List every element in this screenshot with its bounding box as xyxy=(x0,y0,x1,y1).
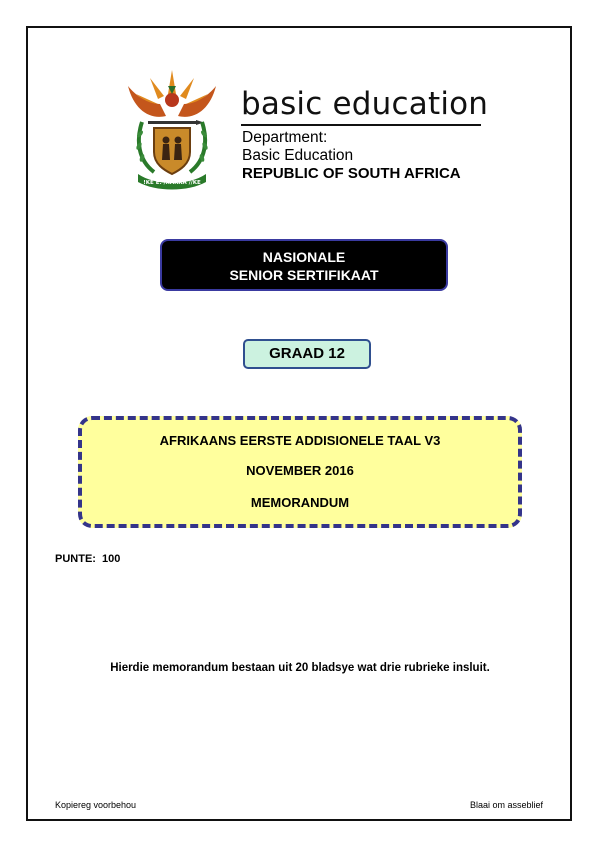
subject-name: AFRIKAANS EERSTE ADDISIONELE TAAL V3 xyxy=(159,433,441,448)
department-line1: Department: xyxy=(242,129,328,146)
country-name: REPUBLIC OF SOUTH AFRICA xyxy=(242,165,461,182)
certificate-title-box xyxy=(160,239,448,291)
brand-rule xyxy=(241,124,481,126)
footer-copyright: Kopiereg voorbehou xyxy=(55,800,137,810)
brand-title: basic education xyxy=(241,86,489,122)
footer-turn-page: Blaai om asseblief xyxy=(469,800,543,810)
certificate-title-line2: SENIOR SERTIFIKAAT xyxy=(229,267,379,283)
certificate-title-line1: NASIONALE xyxy=(262,249,346,265)
svg-text:!KE E: /XARRA //KE: !KE E: /XARRA //KE xyxy=(143,180,201,186)
coat-of-arms-icon xyxy=(120,64,224,192)
document-type: MEMORANDUM xyxy=(250,495,350,510)
total-marks: PUNTE: 100 xyxy=(55,553,121,565)
department-line2: Basic Education xyxy=(242,147,354,164)
grade-badge: GRAAD 12 xyxy=(243,339,371,369)
subject-box xyxy=(78,416,522,528)
page-count-note: Hierdie memorandum bestaan uit 20 bladsye wat drie rubrieke insluit. xyxy=(110,662,490,674)
department-block xyxy=(242,129,353,165)
exam-date: NOVEMBER 2016 xyxy=(246,463,354,478)
